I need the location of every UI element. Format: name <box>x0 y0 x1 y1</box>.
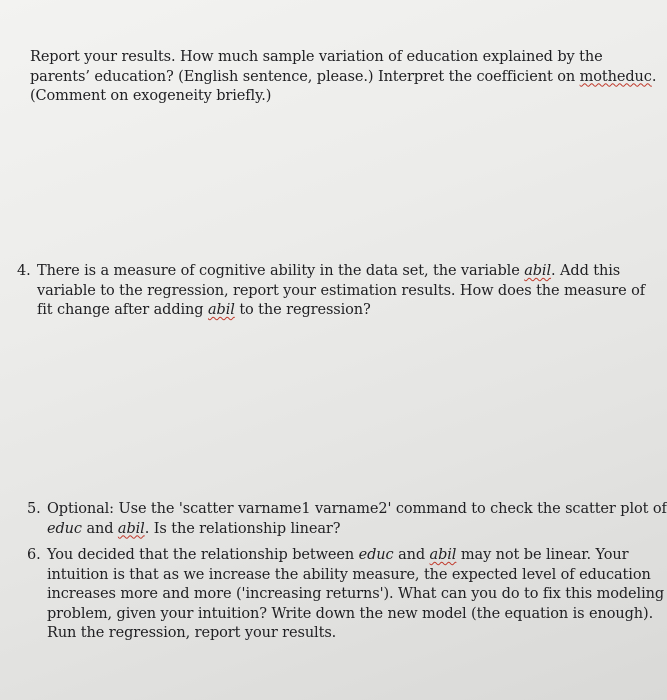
q4-number: 4. <box>17 263 31 279</box>
q5-number: 5. <box>27 501 41 517</box>
question-6 <box>27 546 665 644</box>
q6-line-4: problem, given your intuition? Write down the new model (the equation is enough). <box>47 605 654 622</box>
q6-number: 6. <box>27 547 41 563</box>
q5-line-2-mid: and <box>81 520 118 537</box>
q4-line-1-end: . Add this <box>551 263 621 279</box>
abil-variable: abil <box>429 547 457 563</box>
abil-variable: abil <box>524 263 552 279</box>
q6-line-1-text: You decided that the relationship between <box>47 547 359 563</box>
q3-line-2-end: . <box>651 68 657 85</box>
question-5 <box>27 500 667 539</box>
motheduc-variable: motheduc <box>579 68 652 85</box>
q3-line-2-text: parents’ education? (English sentence, please.) Interpret the coefficient on <box>30 68 580 85</box>
question-3-continuation <box>30 48 657 107</box>
q3-line-2 <box>30 68 657 88</box>
educ-variable: educ <box>47 520 82 537</box>
abil-variable: abil <box>208 302 235 318</box>
q6-line-3: increases more and more ('increasing returns'). What can you do to fix this modeling <box>47 586 665 602</box>
q4-line-1 <box>17 262 637 282</box>
q5-line-1 <box>27 500 667 520</box>
q4-line-3-end: to the regression? <box>234 302 371 318</box>
q4-line-2: variable to the regression, report your estimation results. How does the measure of <box>37 282 645 299</box>
q6-line-1-end: may not be linear. Your <box>456 547 629 563</box>
q4-line-3 <box>17 301 637 321</box>
educ-variable: educ <box>358 547 394 563</box>
q3-line-3: (Comment on exogeneity briefly.) <box>30 88 272 104</box>
q3-line-1: Report your results. How much sample variation of education explained by the <box>30 49 603 65</box>
q5-line-1-text: Optional: Use the 'scatter varname1 varname2' command to check the scatter plot of <box>47 501 667 517</box>
abil-variable: abil <box>117 520 145 537</box>
q6-line-5: Run the regression, report your results. <box>47 625 337 641</box>
q5-line-2 <box>27 520 639 540</box>
q4-line-3-text: fit change after adding <box>37 302 208 318</box>
q6-line-2: intuition is that as we increase the ability measure, the expected level of education <box>47 566 651 583</box>
q5-line-2-end: . Is the relationship linear? <box>144 520 341 537</box>
q4-line-1-text: There is a measure of cognitive ability in the data set, the variable <box>37 263 525 279</box>
question-4 <box>17 262 645 321</box>
q6-line-1 <box>27 546 639 566</box>
q6-line-1-mid: and <box>393 547 430 563</box>
